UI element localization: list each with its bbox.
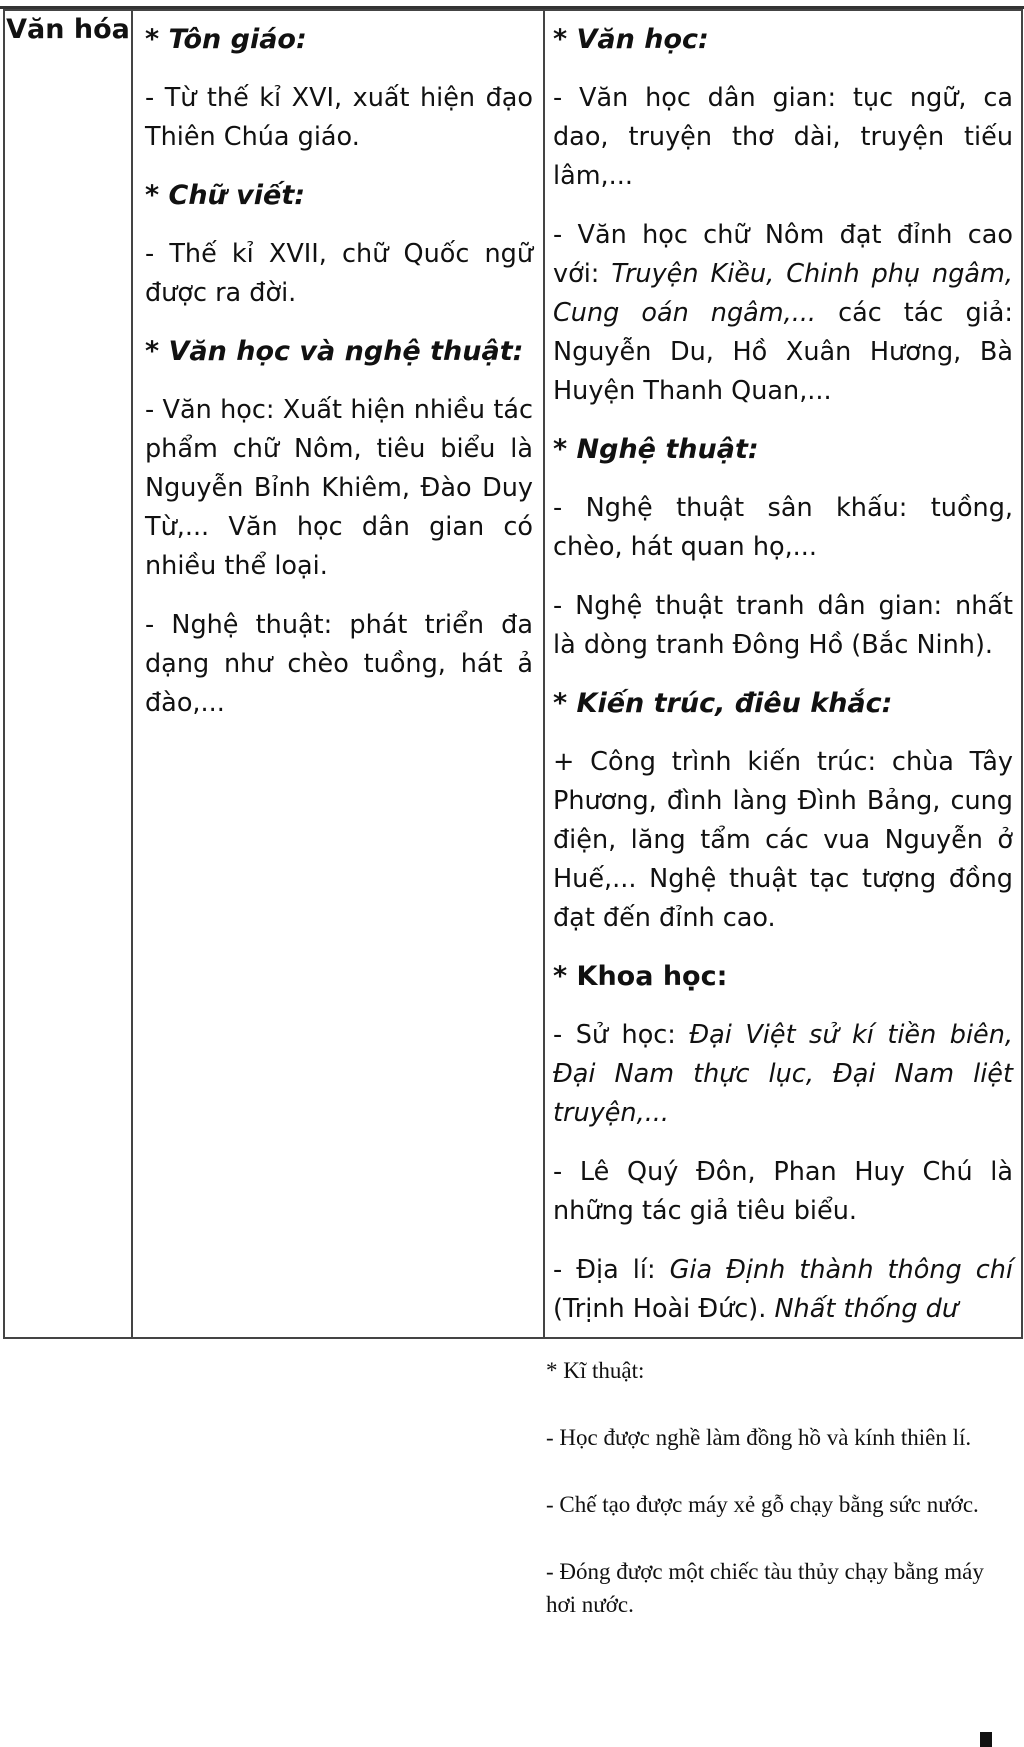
culture-table — [3, 9, 1023, 1339]
literature-heading: * Văn học: — [553, 24, 709, 55]
geography-author: (Trịnh Hoài Đức). — [553, 1294, 775, 1324]
nom-authors: các tác giả: Nguyễn Du, Hồ Xuân Hương, Bà Huyện Thanh Quan,... — [553, 298, 1013, 406]
literature-arts-heading: * Văn học và nghệ thuật: — [145, 336, 524, 367]
religion-text: - Từ thế kỉ XVI, xuất hiện đạo Thiên Chúa giáo. — [145, 83, 533, 152]
page-corner-mark — [980, 1732, 992, 1747]
religion-heading: * Tôn giáo: — [145, 24, 307, 55]
authors-text: - Lê Quý Đôn, Phan Huy Chú là những tác giả tiêu biểu. — [553, 1157, 1013, 1226]
arts-heading: * Nghệ thuật: — [553, 434, 759, 465]
stage-arts-text: - Nghệ thuật sân khấu: tuồng, chèo, hát quan họ,... — [553, 493, 1013, 562]
script-heading: * Chữ viết: — [145, 180, 306, 211]
technology-item: - Học được nghề làm đồng hồ và kính thiên lí. — [546, 1425, 972, 1450]
earlier-period-content — [133, 11, 543, 723]
geography-work: Gia Định thành thông chí — [669, 1255, 1013, 1285]
folk-painting-text: - Nghệ thuật tranh dân gian: nhất là dòng tranh Đông Hồ (Bắc Ninh). — [553, 591, 1013, 660]
row-label: Văn hóa — [6, 14, 130, 45]
technology-section — [546, 1355, 1006, 1655]
architecture-heading: * Kiến trúc, điêu khắc: — [553, 688, 893, 719]
science-heading: * Khoa học: — [553, 961, 728, 992]
later-period-cell — [544, 10, 1022, 1338]
arts-text: - Nghệ thuật: phát triển đa dạng như chèo tuồng, hát ả đào,... — [145, 610, 533, 718]
history-lead: - Sử học: — [553, 1020, 690, 1050]
technology-heading: * Kĩ thuật: — [546, 1358, 645, 1383]
geography-lead: - Địa lí: — [553, 1255, 670, 1285]
literature-text: - Văn học: Xuất hiện nhiều tác phẩm chữ Nôm, tiêu biểu là Nguyễn Bỉnh Khiêm, Đào Duy Từ,... Văn học dân gian có nhiều thể loại. — [145, 395, 533, 581]
architecture-text: + Công trình kiến trúc: chùa Tây Phương, đình làng Đình Bảng, cung điện, lăng tẩm các vua Nguyễn ở Huế,... Nghệ thuật tạc tượng đồng đạt đến đỉnh cao. — [553, 747, 1013, 933]
technology-item: - Đóng được một chiếc tàu thủy chạy bằng máy hơi nước. — [546, 1559, 984, 1617]
geography-work-2: Nhất thống dư — [774, 1294, 959, 1324]
row-label-cell — [4, 10, 132, 1338]
technology-item: - Chế tạo được máy xẻ gỗ chạy bằng sức nước. — [546, 1492, 979, 1517]
later-period-content — [545, 11, 1021, 1326]
nom-works: Truyện Kiều, Chinh phụ ngâm, Cung oán ngâm,... — [553, 259, 1013, 328]
later-period-clip — [545, 11, 1021, 1326]
table-row — [4, 10, 1022, 1338]
script-text: - Thế kỉ XVII, chữ Quốc ngữ được ra đời. — [145, 239, 533, 308]
earlier-period-cell — [132, 10, 544, 1338]
history-text — [553, 1016, 1013, 1133]
folk-literature-text: - Văn học dân gian: tục ngữ, ca dao, truyện thơ dài, truyện tiếu lâm,... — [553, 83, 1013, 191]
nom-lead: - Văn học chữ Nôm đạt đỉnh cao với: — [553, 220, 1013, 289]
history-works: Đại Việt sử kí tiền biên, Đại Nam thực lục, Đại Nam liệt truyện,... — [553, 1020, 1013, 1128]
nom-literature-text — [553, 216, 1013, 411]
geography-text — [553, 1251, 1013, 1326]
